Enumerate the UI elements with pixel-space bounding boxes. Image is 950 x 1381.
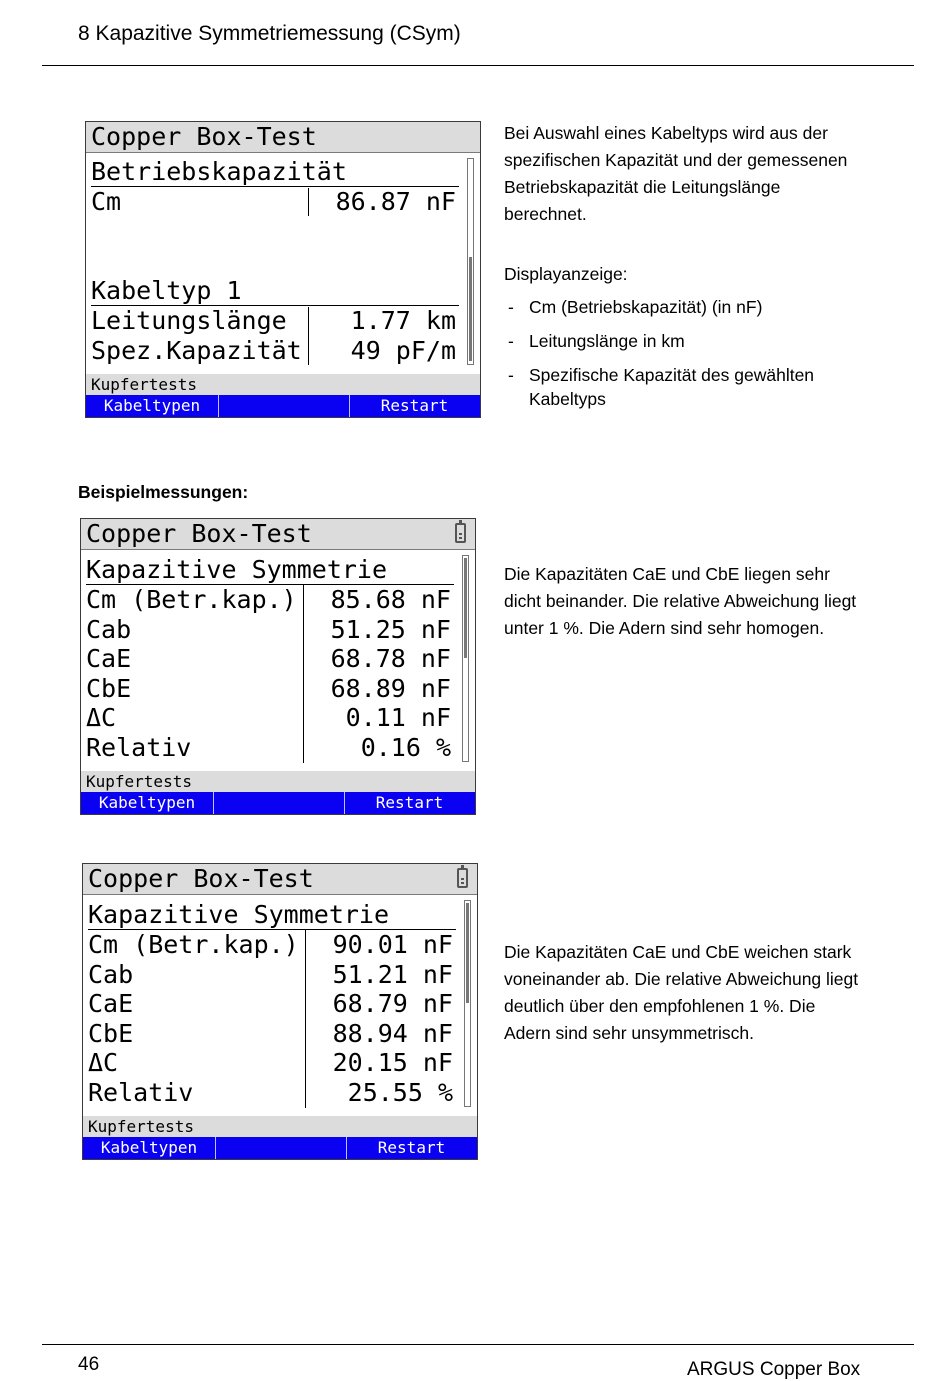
- battery-icon: [457, 868, 468, 888]
- screen-title: Copper Box-Test: [86, 122, 480, 153]
- device-screen-symmetry-good: [80, 518, 476, 815]
- row-value: 51.25 nF: [330, 614, 451, 644]
- column-divider: [308, 188, 309, 216]
- example2-text: Die Kapazitäten CaE und CbE weichen stark voneinander ab. Die relative Abweichung liegt deutlich über den empfohlenen 1 %. Die Adern sind sehr unsymmetrisch.: [504, 942, 859, 1043]
- result-row: [86, 615, 451, 645]
- softkey-kabeltypen[interactable]: Kabeltypen: [86, 395, 219, 417]
- result-row: [86, 674, 451, 704]
- result-row: [86, 703, 451, 733]
- result-row: [86, 585, 451, 615]
- example2-paragraph: [504, 939, 864, 1047]
- row-label: Cm (Betr.kap.): [86, 585, 297, 614]
- column-divider: [308, 307, 309, 365]
- row-label: Relativ: [88, 1077, 194, 1107]
- product-name: ARGUS Copper Box: [687, 1359, 861, 1380]
- bullet-item: [504, 329, 884, 353]
- scrollbar[interactable]: [462, 555, 469, 762]
- example1-text: Die Kapazitäten CaE und CbE liegen sehr dicht beinander. Die relative Abweichung liegt unter 1 %. Die Adern sind sehr homogen.: [504, 564, 857, 638]
- display-label: Displayanzeige:: [504, 264, 628, 284]
- row-label: Cm: [91, 187, 122, 216]
- result-row: [86, 644, 451, 674]
- row-label: Cab: [88, 959, 134, 989]
- row-value: 25.55 %: [347, 1077, 453, 1107]
- screen-title: Copper Box-Test: [83, 864, 477, 895]
- result-row: [91, 187, 456, 217]
- scrollbar-thumb[interactable]: [469, 257, 472, 361]
- scrollbar[interactable]: [464, 900, 471, 1107]
- softkey-bar: [83, 1137, 477, 1159]
- row-label: Cm (Betr.kap.): [88, 930, 299, 959]
- bullet-text: Spezifische Kapazität des gewählten Kabeltyps: [529, 365, 815, 409]
- screen-title: Copper Box-Test: [81, 519, 475, 550]
- page-number: 46: [78, 1354, 100, 1375]
- row-label: Cab: [86, 614, 132, 644]
- row-value: 51.21 nF: [332, 959, 453, 989]
- bullet-dash: -: [508, 297, 514, 317]
- group-heading: Kapazitive Symmetrie: [86, 555, 388, 584]
- result-row: [88, 1078, 453, 1108]
- softkey-kabeltypen[interactable]: Kabeltypen: [81, 792, 214, 814]
- softkey-kabeltypen[interactable]: Kabeltypen: [83, 1137, 216, 1159]
- group-heading: Betriebskapazität: [91, 157, 347, 186]
- bullet-item: [504, 295, 884, 319]
- bullet-text: Leitungslänge in km: [529, 331, 685, 351]
- device-screen-length: [85, 121, 481, 418]
- softkey-restart[interactable]: Restart: [377, 1138, 446, 1157]
- row-value: 0.16 %: [360, 732, 451, 762]
- row-value: 0.11 nF: [345, 703, 451, 732]
- softkey-restart[interactable]: Restart: [380, 396, 449, 415]
- result-row: [88, 930, 453, 960]
- row-value: 88.94 nF: [332, 1018, 453, 1048]
- result-row: [86, 733, 451, 763]
- row-value: 68.79 nF: [332, 989, 453, 1018]
- row-value: 68.89 nF: [330, 673, 451, 703]
- battery-icon: [455, 523, 466, 543]
- intro-paragraph: [504, 120, 864, 228]
- result-row: [91, 336, 456, 366]
- bullet-dash: -: [508, 365, 514, 385]
- row-label: CaE: [86, 644, 132, 673]
- row-value: 68.78 nF: [330, 644, 451, 673]
- status-line: Kupfertests: [81, 771, 475, 793]
- example1-paragraph: [504, 561, 864, 642]
- group-heading: Kapazitive Symmetrie: [88, 900, 390, 929]
- scrollbar-thumb[interactable]: [466, 903, 469, 1003]
- row-value: 20.15 nF: [332, 1048, 453, 1077]
- result-row: [88, 960, 453, 990]
- row-label: Spez.Kapazität: [91, 336, 302, 365]
- row-value: 86.87 nF: [335, 187, 456, 216]
- row-label: Leitungslänge: [91, 306, 287, 335]
- bullet-item: [504, 363, 884, 411]
- row-label: Relativ: [86, 732, 192, 762]
- display-bullet-list: [504, 295, 884, 421]
- result-row: [88, 1048, 453, 1078]
- softkey-restart[interactable]: Restart: [375, 793, 444, 812]
- softkey-bar: [86, 395, 480, 417]
- device-screen-symmetry-bad: [82, 863, 478, 1160]
- footer-rule: [42, 1344, 914, 1345]
- status-line: Kupfertests: [86, 374, 480, 396]
- column-divider: [305, 930, 306, 1108]
- row-label: CbE: [88, 1018, 134, 1048]
- row-value: 85.68 nF: [330, 585, 451, 614]
- softkey-empty[interactable]: [215, 1137, 347, 1159]
- group-heading: Kabeltyp 1: [91, 276, 242, 305]
- row-label: CbE: [86, 673, 132, 703]
- softkey-bar: [81, 792, 475, 814]
- result-row: [88, 1019, 453, 1049]
- status-line: Kupfertests: [83, 1116, 477, 1138]
- page-header-title: 8 Kapazitive Symmetriemessung (CSym): [78, 22, 461, 45]
- scrollbar[interactable]: [467, 158, 474, 365]
- examples-heading: Beispielmessungen:: [78, 482, 249, 502]
- column-divider: [303, 585, 304, 763]
- row-label: ΔC: [86, 703, 117, 732]
- row-value: 90.01 nF: [332, 930, 453, 959]
- row-label: CaE: [88, 989, 134, 1018]
- bullet-text: Cm (Betriebskapazität) (in nF): [529, 297, 763, 317]
- scrollbar-thumb[interactable]: [464, 558, 467, 658]
- intro-text: Bei Auswahl eines Kabeltyps wird aus der spezifischen Kapazität und der gemessenen Betriebskapazität die Leitungslänge berechnet.: [504, 123, 848, 224]
- row-value: 49 pF/m: [350, 336, 456, 365]
- softkey-empty[interactable]: [213, 792, 345, 814]
- row-value: 1.77 km: [350, 306, 456, 335]
- result-row: [91, 306, 456, 336]
- result-row: [88, 989, 453, 1019]
- softkey-empty[interactable]: [218, 395, 350, 417]
- bullet-dash: -: [508, 331, 514, 351]
- header-rule: [42, 65, 914, 66]
- row-label: ΔC: [88, 1048, 119, 1077]
